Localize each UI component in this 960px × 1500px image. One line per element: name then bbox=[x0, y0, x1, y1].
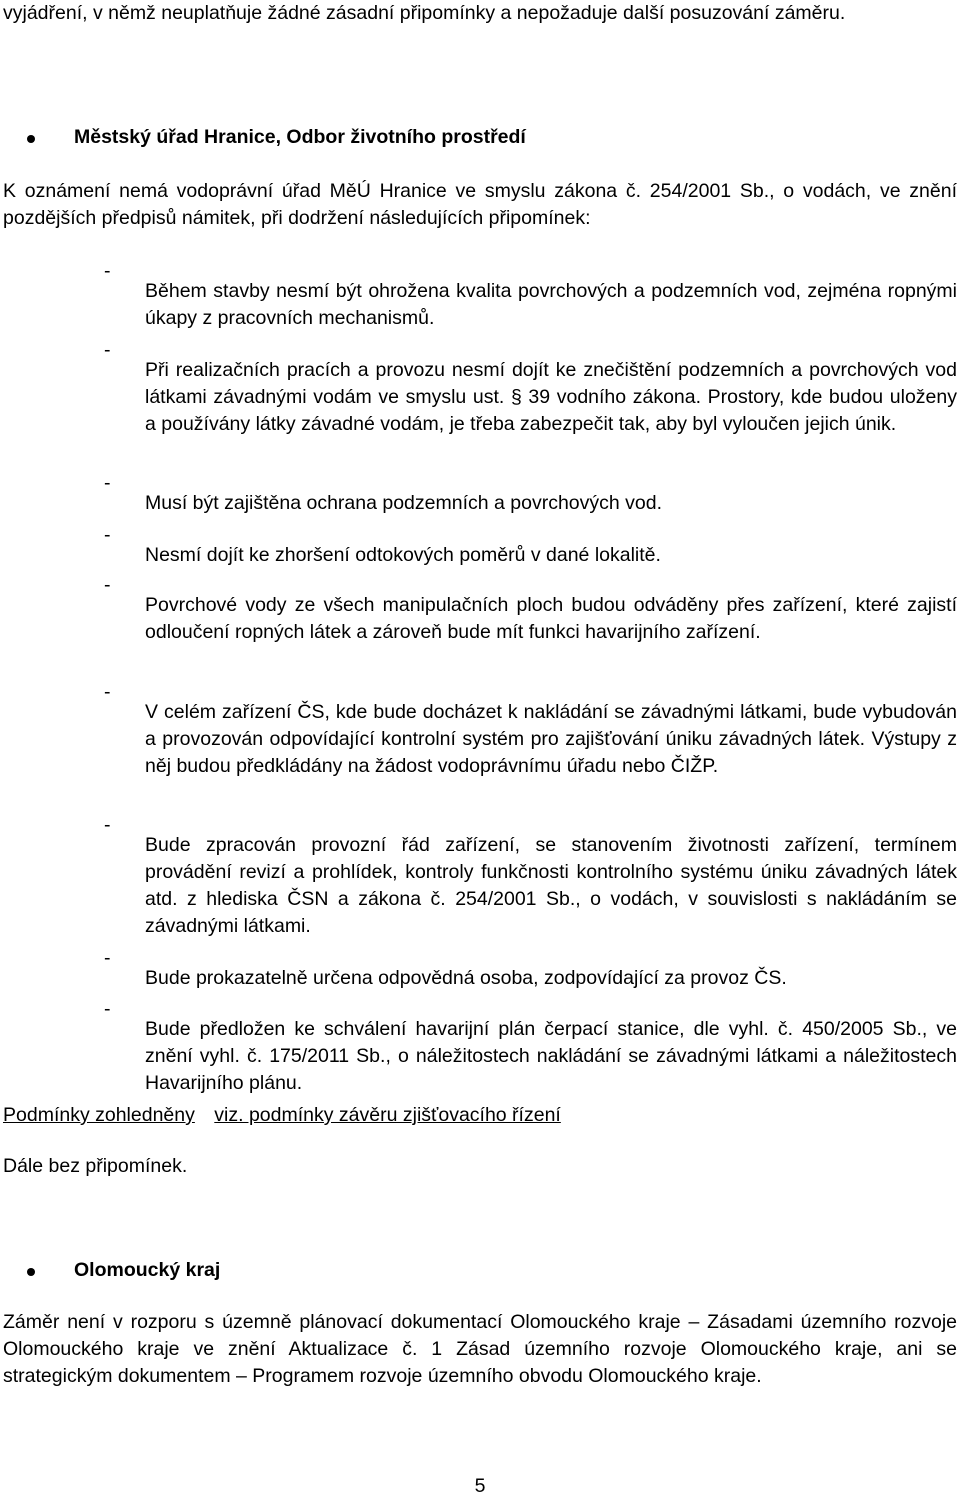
dash-marker: - bbox=[104, 524, 111, 546]
intro-fragment: vyjádření, v němž neuplatňuje žádné zásadní připomínky a nepožaduje další posuzování záměru. bbox=[3, 2, 846, 24]
bullet-icon bbox=[27, 1268, 35, 1276]
list-item-text: Nesmí dojít ke zhoršení odtokových poměrů v dané lokalitě. bbox=[145, 543, 661, 566]
dash-marker: - bbox=[104, 260, 111, 282]
list-item-text: Při realizačních pracích a provozu nesmí dojít ke znečištění podzemních a povrchových vod látkami závadnými vodám ve smyslu ust. § 39 vodního zákona. Prostory, kde budou uloženy a používány látky závadné vodám, je třeba zabezpečit tak, aby byl vyloučen jejich únik. bbox=[145, 358, 957, 435]
section-heading-text: Městský úřad Hranice, Odbor životního prostředí bbox=[74, 126, 526, 148]
dash-marker: - bbox=[104, 681, 111, 703]
dash-marker: - bbox=[104, 339, 111, 361]
section-intro: K oznámení nemá vodoprávní úřad MěÚ Hranice ve smyslu zákona č. 254/2001 Sb., o vodách, ve znění pozdějších předpisů námitek, při dodržení následujících připomínek: bbox=[3, 180, 957, 229]
dash-marker: - bbox=[104, 947, 111, 969]
conditions-note-label: Podmínky zohledněny bbox=[3, 1104, 195, 1126]
dash-marker: - bbox=[104, 472, 111, 494]
dash-marker: - bbox=[104, 574, 111, 596]
closing-remark: Dále bez připomínek. bbox=[3, 1155, 188, 1177]
conditions-note bbox=[3, 1102, 957, 1129]
conditions-note-link: viz. podmínky závěru zjišťovacího řízení bbox=[214, 1104, 561, 1126]
list-item-text: V celém zařízení ČS, kde bude docházet k nakládání se závadnými látkami, bude vybudován a provozován odpovídající kontrolní systém pro zajišťování úniku závadných látek. Výstupy z něj budou předkládány na žádost vodoprávnímu úřadu nebo ČIŽP. bbox=[145, 700, 957, 777]
bullet-icon bbox=[27, 135, 35, 143]
section-body: Záměr není v rozporu s územně plánovací dokumentací Olomouckého kraje – Zásadami územního rozvoje Olomouckého kraje ve znění Aktualizace č. 1 Zásad územního rozvoje Olomouckého kraje, ani se strategickým dokumentem – Programem rozvoje územního obvodu Olomouckého kraje. bbox=[3, 1311, 957, 1387]
section-heading-text: Olomoucký kraj bbox=[74, 1259, 221, 1281]
dash-marker: - bbox=[104, 998, 111, 1020]
dash-marker: - bbox=[104, 814, 111, 836]
list-item-text: Během stavby nesmí být ohrožena kvalita povrchových a podzemních vod, zejména ropnými úkapy z pracovních mechanismů. bbox=[145, 279, 957, 329]
list-item-text: Bude předložen ke schválení havarijní plán čerpací stanice, dle vyhl. č. 450/2005 Sb., ve znění vyhl. č. 175/2011 Sb., o náležitostech nakládání se závadnými látkami a náležitostech Havarijního plánu. bbox=[145, 1017, 957, 1094]
page-number: 5 bbox=[474, 1475, 486, 1497]
list-item-text: Bude prokazatelně určena odpovědná osoba, zodpovídající za provoz ČS. bbox=[145, 966, 787, 989]
list-item-text: Povrchové vody ze všech manipulačních ploch budou odváděny přes zařízení, které zajistí odloučení ropných látek a zároveň bude mít funkci havarijního zařízení. bbox=[145, 593, 957, 643]
list-item-text: Musí být zajištěna ochrana podzemních a povrchových vod. bbox=[145, 491, 663, 514]
list-item-text: Bude zpracován provozní řád zařízení, se stanovením životnosti zařízení, termínem provádění revizí a prohlídek, kontroly funkčnosti kontrolního systému úniku závadných látek atd. z hlediska ČSN a zákona č. 254/2001 Sb., o vodách, v souvislosti s nakládáním se závadnými látkami. bbox=[145, 833, 957, 937]
